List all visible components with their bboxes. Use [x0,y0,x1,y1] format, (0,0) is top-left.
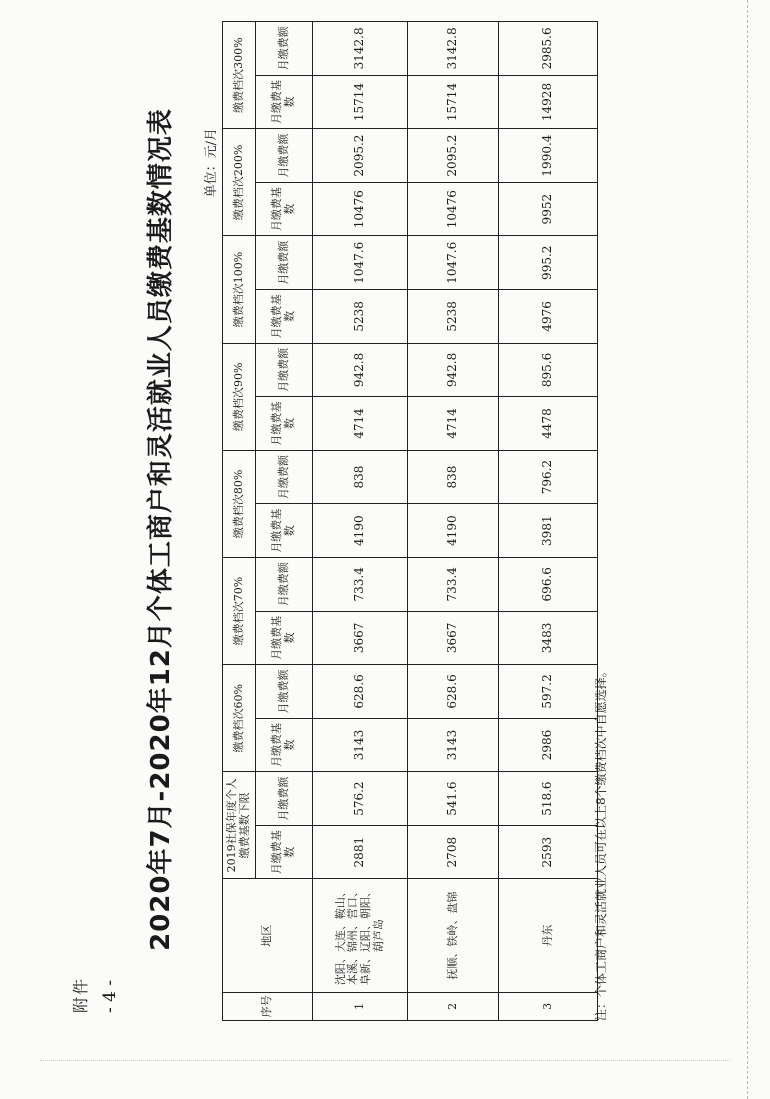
contribution-table [222,21,598,1021]
subheader-amount: 月缴费额 [256,129,313,183]
unit-label: 单位：元/月 [204,128,219,198]
table-cell: 597.2 [499,665,598,719]
subheader-base: 月缴费基数 [256,75,313,129]
table-cell: 5238 [313,290,408,344]
header-area: 地区 [223,879,313,992]
table-cell: 14928 [499,75,598,129]
table-row [313,22,408,1021]
row-seq: 3 [499,992,598,1020]
header-group-90: 缴费档次90% [223,343,256,450]
table-cell: 1047.6 [313,236,408,290]
subheader-base: 月缴费基数 [256,182,313,236]
table-cell: 3143 [313,718,408,772]
table-cell: 3142.8 [408,22,499,76]
table-cell: 15714 [313,75,408,129]
header-group-60: 缴费档次60% [223,665,256,772]
table-cell: 576.2 [313,772,408,826]
header-group-100: 缴费档次100% [223,236,256,343]
header-seq: 序号 [223,992,313,1020]
table-cell: 4190 [313,504,408,558]
subheader-amount: 月缴费额 [256,236,313,290]
row-area: 沈阳、大连、鞍山、本溪、锦州、营口、阜新、辽阳、朝阳、葫芦岛 [313,879,408,992]
subheader-amount: 月缴费额 [256,343,313,397]
table-cell: 628.6 [408,665,499,719]
header-group-200: 缴费档次200% [223,129,256,236]
table-cell: 1990.4 [499,129,598,183]
table-cell: 4714 [408,397,499,451]
subheader-base: 月缴费基数 [256,290,313,344]
header-group-min-base: 2019社保年度个人缴费基数下限 [223,772,256,879]
table-cell: 2881 [313,825,408,879]
table-cell: 2986 [499,718,598,772]
table-cell: 15714 [408,75,499,129]
table-cell: 733.4 [313,557,408,611]
attachment-label: 附件 [71,976,90,1013]
subheader-amount: 月缴费额 [256,665,313,719]
header-group-80: 缴费档次80% [223,450,256,557]
table-cell: 541.6 [408,772,499,826]
header-group-300: 缴费档次300% [223,22,256,129]
subheader-base: 月缴费基数 [256,718,313,772]
table-cell: 9952 [499,182,598,236]
subheader-base: 月缴费基数 [256,825,313,879]
table-cell: 3981 [499,504,598,558]
table-cell: 733.4 [408,557,499,611]
table-cell: 2985.6 [499,22,598,76]
table-cell: 5238 [408,290,499,344]
table-cell: 4714 [313,397,408,451]
table-cell: 2095.2 [313,129,408,183]
table-cell: 838 [313,450,408,504]
table-cell: 696.6 [499,557,598,611]
table-cell: 2095.2 [408,129,499,183]
page-number: - 4 - [100,979,120,1013]
subheader-base: 月缴费基数 [256,397,313,451]
document-title: 2020年7月-2020年12月个体工商户和灵活就业人员缴费基数情况表 [146,108,176,951]
table-note: 注：个体工商户和灵活就业人员可在以上8个缴费档次中自愿选择。 [594,665,608,1021]
table-cell: 10476 [313,182,408,236]
table-cell: 4478 [499,397,598,451]
subheader-amount: 月缴费额 [256,772,313,826]
table-cell: 942.8 [313,343,408,397]
table-cell: 2593 [499,825,598,879]
table-cell: 2708 [408,825,499,879]
table-cell: 1047.6 [408,236,499,290]
table-cell: 3483 [499,611,598,665]
subheader-base: 月缴费基数 [256,611,313,665]
table-cell: 895.6 [499,343,598,397]
table-row [408,22,499,1021]
subheader-amount: 月缴费额 [256,557,313,611]
row-area: 抚顺、铁岭、盘锦 [408,879,499,992]
row-area: 丹东 [499,879,598,992]
table-row [499,22,598,1021]
table-cell: 995.2 [499,236,598,290]
table-cell: 4976 [499,290,598,344]
table-cell: 10476 [408,182,499,236]
subheader-base: 月缴费基数 [256,504,313,558]
row-seq: 2 [408,992,499,1020]
table-cell: 942.8 [408,343,499,397]
row-seq: 1 [313,992,408,1020]
subheader-amount: 月缴费额 [256,22,313,76]
table-cell: 3667 [408,611,499,665]
header-group-70: 缴费档次70% [223,557,256,664]
table-cell: 796.2 [499,450,598,504]
table-cell: 628.6 [313,665,408,719]
table-cell: 3143 [408,718,499,772]
subheader-amount: 月缴费额 [256,450,313,504]
table-cell: 4190 [408,504,499,558]
table-cell: 3667 [313,611,408,665]
table-cell: 838 [408,450,499,504]
table-cell: 3142.8 [313,22,408,76]
table-cell: 518.6 [499,772,598,826]
